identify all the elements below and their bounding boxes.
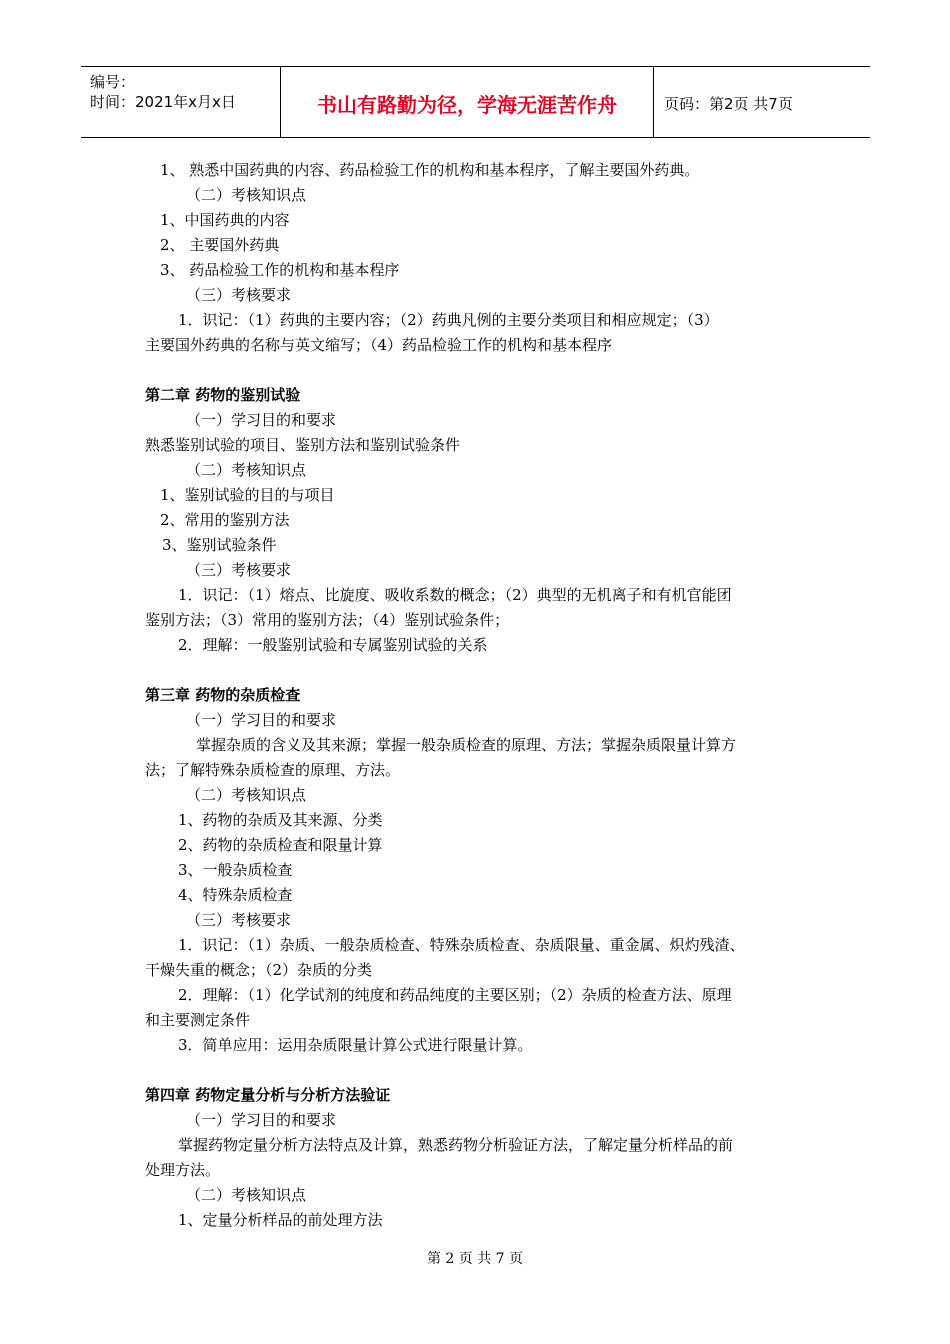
text-line: 2．理解：（1）化学试剂的纯度和药品纯度的主要区别；（2）杂质的检查方法、原理 (178, 986, 732, 1004)
section-heading: （二）考核知识点 (186, 461, 307, 479)
section-heading: （二）考核知识点 (186, 186, 307, 204)
list-item: 3、 药品检验工作的机构和基本程序 (160, 261, 400, 279)
text-line: 鉴别方法；（3）常用的鉴别方法；（4）鉴别试验条件； (145, 611, 510, 629)
list-item: 2、药物的杂质检查和限量计算 (178, 836, 383, 854)
list-item: 3、鉴别试验条件 (162, 536, 277, 554)
text-line: 法；了解特殊杂质检查的原理、方法。 (145, 761, 401, 779)
list-item: 1、定量分析样品的前处理方法 (178, 1211, 383, 1229)
text-line: 1．识记：（1）熔点、比旋度、吸收系数的概念；（2）典型的无机离子和有机官能团 (178, 586, 732, 604)
list-item: 3、一般杂质检查 (178, 861, 293, 879)
chapter-title: 第三章 药物的杂质检查 (145, 686, 301, 704)
list-item: 1、鉴别试验的目的与项目 (160, 486, 335, 504)
document-header (81, 66, 870, 138)
section-heading: （一）学习目的和要求 (186, 1111, 337, 1129)
text-line: 3．简单应用：运用杂质限量计算公式进行限量计算。 (178, 1036, 533, 1054)
header-meta-cell (81, 67, 281, 137)
section-heading: （一）学习目的和要求 (186, 411, 337, 429)
list-item: 1、中国药典的内容 (160, 211, 290, 229)
section-heading: （三）考核要求 (186, 286, 292, 304)
page-footer: 第 2 页 共 7 页 (426, 1251, 524, 1267)
section-heading: （三）考核要求 (186, 561, 292, 579)
list-item: 2、常用的鉴别方法 (160, 511, 290, 529)
text-line: 处理方法。 (145, 1161, 221, 1179)
number-label: 编号： (90, 73, 136, 91)
list-item: 1、药物的杂质及其来源、分类 (178, 811, 383, 829)
time-label: 时间：2021年x月x日 (90, 93, 236, 111)
page-label: 页码：第2页 共7页 (664, 95, 793, 113)
header-motto-cell (281, 67, 654, 137)
section-heading: （一）学习目的和要求 (186, 711, 337, 729)
section-heading: （二）考核知识点 (186, 786, 307, 804)
text-line: 干燥失重的概念；（2）杂质的分类 (145, 961, 373, 979)
section-heading: （二）考核知识点 (186, 1186, 307, 1204)
list-item: 2、 主要国外药典 (160, 236, 280, 254)
text-line: 掌握药物定量分析方法特点及计算，熟悉药物分析验证方法，了解定量分析样品的前 (178, 1136, 734, 1154)
text-line: 2．理解：一般鉴别试验和专属鉴别试验的关系 (178, 636, 488, 654)
text-line: 1、 熟悉中国药典的内容、药品检验工作的机构和基本程序，了解主要国外药典。 (160, 161, 700, 179)
chapter-title: 第四章 药物定量分析与分析方法验证 (145, 1086, 391, 1104)
header-page-cell (654, 67, 870, 137)
section-heading: （三）考核要求 (186, 911, 292, 929)
text-line: 掌握杂质的含义及其来源；掌握一般杂质检查的原理、方法；掌握杂质限量计算方 (196, 736, 737, 754)
motto: 书山有路勤为径，学海无涯苦作舟 (317, 93, 617, 117)
text-line: 主要国外药典的名称与英文缩写；（4）药品检验工作的机构和基本程序 (145, 336, 613, 354)
text-line: 熟悉鉴别试验的项目、鉴别方法和鉴别试验条件 (145, 436, 461, 454)
list-item: 4、特殊杂质检查 (178, 886, 293, 904)
chapter-title: 第二章 药物的鉴别试验 (145, 386, 301, 404)
text-line: 1．识记：（1）药典的主要内容；（2）药典凡例的主要分类项目和相应规定；（3） (178, 311, 719, 329)
text-line: 1．识记：（1）杂质、一般杂质检查、特殊杂质检查、杂质限量、重金属、炽灼残渣、 (178, 936, 745, 954)
text-line: 和主要测定条件 (145, 1011, 251, 1029)
